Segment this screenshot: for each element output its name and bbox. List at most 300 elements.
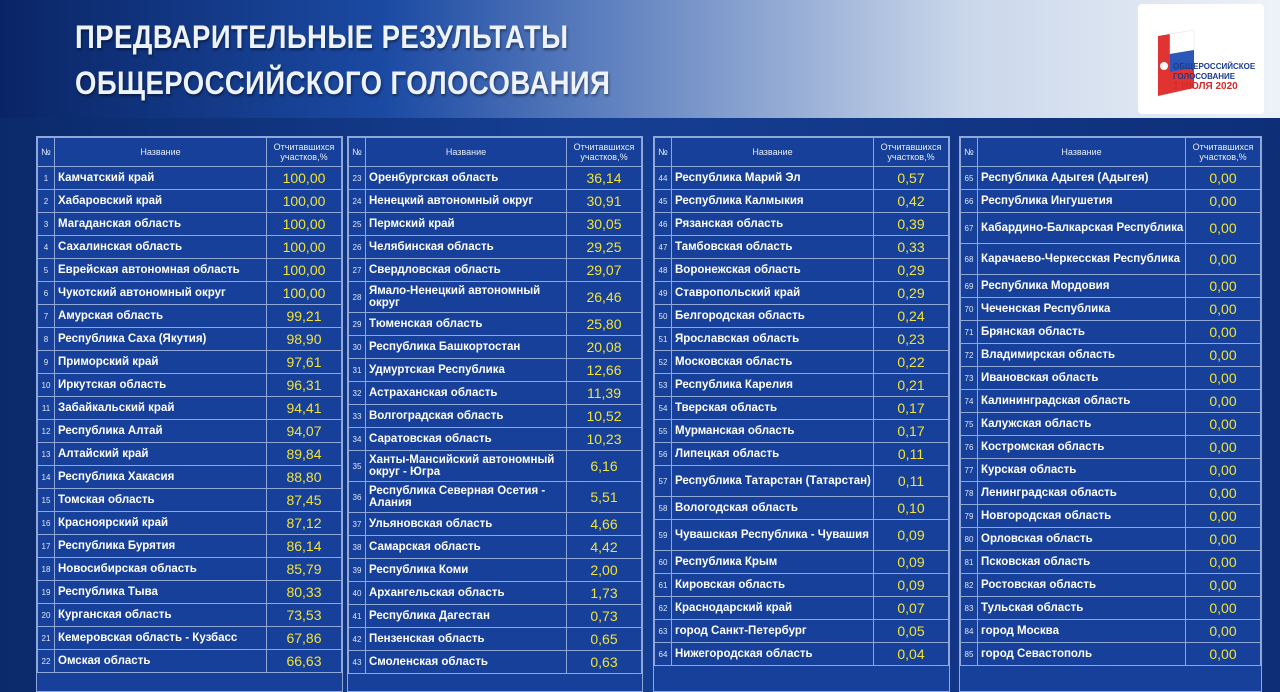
region-name: Республика Дагестан (366, 605, 567, 628)
region-name: Карачаево-Черкесская Республика (978, 244, 1186, 275)
row-number: 9 (38, 351, 55, 374)
reporting-percent: 0,24 (874, 305, 949, 328)
logo-text (1173, 62, 1263, 92)
row-number: 19 (38, 581, 55, 604)
row-number: 67 (961, 213, 978, 244)
header-num: № (655, 138, 672, 167)
reporting-percent: 0,23 (874, 328, 949, 351)
header-value: Отчитавшихся участков,% (874, 138, 949, 167)
region-name: Иркутская область (55, 374, 267, 397)
region-name: Республика Бурятия (55, 535, 267, 558)
table-row (349, 628, 642, 651)
row-number: 17 (38, 535, 55, 558)
reporting-percent: 0,22 (874, 351, 949, 374)
reporting-percent: 30,91 (567, 190, 642, 213)
region-name: Кабардино-Балкарская Республика (978, 213, 1186, 244)
reporting-percent: 0,00 (1186, 574, 1261, 597)
region-name: Воронежская область (672, 259, 874, 282)
reporting-percent: 4,42 (567, 536, 642, 559)
reporting-percent: 36,14 (567, 167, 642, 190)
reporting-percent: 98,90 (267, 328, 342, 351)
reporting-percent: 0,00 (1186, 643, 1261, 666)
region-name: Республика Ингушетия (978, 190, 1186, 213)
row-number: 15 (38, 489, 55, 512)
row-number: 49 (655, 282, 672, 305)
results-column-2 (347, 136, 643, 692)
logo-date: 1 ИЮЛЯ 2020 (1173, 81, 1238, 92)
row-number: 78 (961, 482, 978, 505)
row-number: 44 (655, 167, 672, 190)
reporting-percent: 94,41 (267, 397, 342, 420)
row-number: 34 (349, 428, 366, 451)
table-row (961, 551, 1261, 574)
table-row (38, 558, 342, 581)
table-row (349, 382, 642, 405)
reporting-percent: 0,00 (1186, 413, 1261, 436)
region-name: Томская область (55, 489, 267, 512)
table-row (349, 428, 642, 451)
reporting-percent: 0,63 (567, 651, 642, 674)
results-column-1 (36, 136, 343, 692)
row-number: 63 (655, 620, 672, 643)
table-row (655, 620, 949, 643)
table-row (38, 397, 342, 420)
logo-line-2: ГОЛОСОВАНИЕ (1173, 72, 1236, 81)
row-number: 74 (961, 390, 978, 413)
row-number: 65 (961, 167, 978, 190)
region-name: Республика Карелия (672, 374, 874, 397)
table-row (38, 489, 342, 512)
row-number: 68 (961, 244, 978, 275)
reporting-percent: 0,33 (874, 236, 949, 259)
reporting-percent: 0,00 (1186, 213, 1261, 244)
row-number: 85 (961, 643, 978, 666)
region-name: Амурская область (55, 305, 267, 328)
header-num: № (349, 138, 366, 167)
header-value: Отчитавшихся участков,% (567, 138, 642, 167)
reporting-percent: 0,00 (1186, 505, 1261, 528)
table-row (961, 321, 1261, 344)
reporting-percent: 100,00 (267, 259, 342, 282)
region-name: Смоленская область (366, 651, 567, 674)
table-row (961, 574, 1261, 597)
reporting-percent: 0,00 (1186, 244, 1261, 275)
region-name: Тюменская область (366, 313, 567, 336)
table-row (349, 190, 642, 213)
reporting-percent: 0,65 (567, 628, 642, 651)
row-number: 8 (38, 328, 55, 351)
row-number: 25 (349, 213, 366, 236)
region-name: Владимирская область (978, 344, 1186, 367)
row-number: 60 (655, 551, 672, 574)
reporting-percent: 5,51 (567, 482, 642, 513)
reporting-percent: 0,00 (1186, 482, 1261, 505)
table-row (961, 620, 1261, 643)
reporting-percent: 0,00 (1186, 298, 1261, 321)
table-row (961, 459, 1261, 482)
row-number: 80 (961, 528, 978, 551)
region-name: Республика Адыгея (Адыгея) (978, 167, 1186, 190)
table-row (349, 259, 642, 282)
row-number: 64 (655, 643, 672, 666)
reporting-percent: 1,73 (567, 582, 642, 605)
table-row (655, 643, 949, 666)
reporting-percent: 11,39 (567, 382, 642, 405)
reporting-percent: 12,66 (567, 359, 642, 382)
table-row (38, 466, 342, 489)
row-number: 56 (655, 443, 672, 466)
reporting-percent: 0,29 (874, 259, 949, 282)
row-number: 20 (38, 604, 55, 627)
table-row (655, 497, 949, 520)
region-name: Ненецкий автономный округ (366, 190, 567, 213)
row-number: 2 (38, 190, 55, 213)
row-number: 71 (961, 321, 978, 344)
row-number: 43 (349, 651, 366, 674)
table-row (38, 236, 342, 259)
table-row (349, 336, 642, 359)
table-row (349, 651, 642, 674)
row-number: 84 (961, 620, 978, 643)
region-name: Архангельская область (366, 582, 567, 605)
row-number: 75 (961, 413, 978, 436)
row-number: 58 (655, 497, 672, 520)
row-number: 35 (349, 451, 366, 482)
region-name: Чувашская Республика - Чувашия (672, 520, 874, 551)
results-table (654, 137, 949, 666)
table-row (38, 305, 342, 328)
table-header-row (349, 138, 642, 167)
region-name: Оренбургская область (366, 167, 567, 190)
region-name: Республика Коми (366, 559, 567, 582)
reporting-percent: 0,00 (1186, 390, 1261, 413)
region-name: Сахалинская область (55, 236, 267, 259)
region-name: Рязанская область (672, 213, 874, 236)
reporting-percent: 10,23 (567, 428, 642, 451)
reporting-percent: 100,00 (267, 236, 342, 259)
reporting-percent: 0,00 (1186, 367, 1261, 390)
region-name: Волгоградская область (366, 405, 567, 428)
row-number: 39 (349, 559, 366, 582)
table-header-row (961, 138, 1261, 167)
row-number: 40 (349, 582, 366, 605)
region-name: Курская область (978, 459, 1186, 482)
region-name: Брянская область (978, 321, 1186, 344)
row-number: 69 (961, 275, 978, 298)
row-number: 5 (38, 259, 55, 282)
region-name: Нижегородская область (672, 643, 874, 666)
region-name: Еврейская автономная область (55, 259, 267, 282)
table-row (655, 190, 949, 213)
table-row (961, 213, 1261, 244)
table-row (349, 482, 642, 513)
region-name: Удмуртская Республика (366, 359, 567, 382)
row-number: 38 (349, 536, 366, 559)
row-number: 36 (349, 482, 366, 513)
region-name: город Севастополь (978, 643, 1186, 666)
region-name: Астраханская область (366, 382, 567, 405)
table-row (655, 351, 949, 374)
region-name: Ленинградская область (978, 482, 1186, 505)
region-name: Республика Саха (Якутия) (55, 328, 267, 351)
reporting-percent: 0,09 (874, 520, 949, 551)
row-number: 82 (961, 574, 978, 597)
row-number: 52 (655, 351, 672, 374)
region-name: Челябинская область (366, 236, 567, 259)
region-name: Республика Крым (672, 551, 874, 574)
table-row (38, 328, 342, 351)
row-number: 59 (655, 520, 672, 551)
region-name: Пермский край (366, 213, 567, 236)
reporting-percent: 100,00 (267, 190, 342, 213)
table-row (38, 190, 342, 213)
row-number: 76 (961, 436, 978, 459)
reporting-percent: 96,31 (267, 374, 342, 397)
table-row (349, 213, 642, 236)
region-name: Республика Башкортостан (366, 336, 567, 359)
region-name: Мурманская область (672, 420, 874, 443)
table-row (349, 451, 642, 482)
logo-line-1: ОБЩЕРОССИЙСКОЕ (1173, 62, 1256, 71)
reporting-percent: 0,57 (874, 167, 949, 190)
page-title (75, 14, 610, 106)
row-number: 3 (38, 213, 55, 236)
row-number: 41 (349, 605, 366, 628)
row-number: 12 (38, 420, 55, 443)
row-number: 42 (349, 628, 366, 651)
row-number: 6 (38, 282, 55, 305)
region-name: Орловская область (978, 528, 1186, 551)
reporting-percent: 0,00 (1186, 275, 1261, 298)
header-name: Название (366, 138, 567, 167)
results-table (960, 137, 1261, 666)
table-row (961, 167, 1261, 190)
region-name: Костромская область (978, 436, 1186, 459)
table-row (38, 374, 342, 397)
table-row (349, 605, 642, 628)
row-number: 70 (961, 298, 978, 321)
table-row (38, 259, 342, 282)
region-name: Чеченская Республика (978, 298, 1186, 321)
table-row (655, 520, 949, 551)
region-name: Республика Марий Эл (672, 167, 874, 190)
reporting-percent: 29,07 (567, 259, 642, 282)
reporting-percent: 0,10 (874, 497, 949, 520)
header-value: Отчитавшихся участков,% (1186, 138, 1261, 167)
table-row (349, 313, 642, 336)
region-name: Чукотский автономный округ (55, 282, 267, 305)
table-row (349, 282, 642, 313)
row-number: 7 (38, 305, 55, 328)
table-header-row (655, 138, 949, 167)
row-number: 31 (349, 359, 366, 382)
title-line-1: ПРЕДВАРИТЕЛЬНЫЕ РЕЗУЛЬТАТЫ (75, 19, 569, 55)
table-row (655, 466, 949, 497)
region-name: Республика Калмыкия (672, 190, 874, 213)
region-name: Краснодарский край (672, 597, 874, 620)
results-table (348, 137, 642, 674)
row-number: 81 (961, 551, 978, 574)
reporting-percent: 0,42 (874, 190, 949, 213)
reporting-percent: 99,21 (267, 305, 342, 328)
row-number: 61 (655, 574, 672, 597)
table-row (349, 405, 642, 428)
row-number: 79 (961, 505, 978, 528)
reporting-percent: 0,00 (1186, 459, 1261, 482)
table-row (38, 167, 342, 190)
region-name: Ставропольский край (672, 282, 874, 305)
table-row (961, 344, 1261, 367)
reporting-percent: 0,29 (874, 282, 949, 305)
row-number: 54 (655, 397, 672, 420)
reporting-percent: 2,00 (567, 559, 642, 582)
row-number: 14 (38, 466, 55, 489)
table-row (961, 298, 1261, 321)
header-name: Название (55, 138, 267, 167)
reporting-percent: 100,00 (267, 282, 342, 305)
region-name: Магаданская область (55, 213, 267, 236)
table-header-row (38, 138, 342, 167)
reporting-percent: 89,84 (267, 443, 342, 466)
reporting-percent: 0,00 (1186, 190, 1261, 213)
table-row (655, 167, 949, 190)
row-number: 77 (961, 459, 978, 482)
region-name: Ямало-Ненецкий автономный округ (366, 282, 567, 313)
header-num: № (961, 138, 978, 167)
reporting-percent: 86,14 (267, 535, 342, 558)
row-number: 33 (349, 405, 366, 428)
row-number: 73 (961, 367, 978, 390)
row-number: 48 (655, 259, 672, 282)
row-number: 32 (349, 382, 366, 405)
reporting-percent: 30,05 (567, 213, 642, 236)
region-name: Новгородская область (978, 505, 1186, 528)
region-name: Камчатский край (55, 167, 267, 190)
reporting-percent: 94,07 (267, 420, 342, 443)
results-column-4 (959, 136, 1262, 692)
reporting-percent: 0,73 (567, 605, 642, 628)
region-name: Ханты-Мансийский автономный округ - Югра (366, 451, 567, 482)
region-name: Свердловская область (366, 259, 567, 282)
row-number: 66 (961, 190, 978, 213)
region-name: Саратовская область (366, 428, 567, 451)
region-name: Вологодская область (672, 497, 874, 520)
region-name: Алтайский край (55, 443, 267, 466)
table-row (961, 436, 1261, 459)
row-number: 72 (961, 344, 978, 367)
reporting-percent: 0,11 (874, 466, 949, 497)
reporting-percent: 20,08 (567, 336, 642, 359)
region-name: город Москва (978, 620, 1186, 643)
header-name: Название (672, 138, 874, 167)
region-name: Ярославская область (672, 328, 874, 351)
results-table-area (36, 136, 1276, 692)
row-number: 30 (349, 336, 366, 359)
row-number: 55 (655, 420, 672, 443)
table-row (655, 551, 949, 574)
row-number: 47 (655, 236, 672, 259)
table-row (655, 213, 949, 236)
row-number: 29 (349, 313, 366, 336)
region-name: Тамбовская область (672, 236, 874, 259)
header-name: Название (978, 138, 1186, 167)
table-row (961, 597, 1261, 620)
region-name: Приморский край (55, 351, 267, 374)
table-row (38, 650, 342, 673)
row-number: 53 (655, 374, 672, 397)
reporting-percent: 85,79 (267, 558, 342, 581)
region-name: Республика Хакасия (55, 466, 267, 489)
table-row (655, 374, 949, 397)
row-number: 37 (349, 513, 366, 536)
table-row (655, 282, 949, 305)
table-row (349, 582, 642, 605)
table-row (349, 359, 642, 382)
region-name: Кемеровская область - Кузбасс (55, 627, 267, 650)
table-row (961, 643, 1261, 666)
table-row (961, 390, 1261, 413)
reporting-percent: 26,46 (567, 282, 642, 313)
reporting-percent: 0,04 (874, 643, 949, 666)
row-number: 4 (38, 236, 55, 259)
table-row (349, 559, 642, 582)
region-name: Республика Мордовия (978, 275, 1186, 298)
table-row (961, 413, 1261, 436)
region-name: город Санкт-Петербург (672, 620, 874, 643)
region-name: Ивановская область (978, 367, 1186, 390)
row-number: 13 (38, 443, 55, 466)
region-name: Хабаровский край (55, 190, 267, 213)
region-name: Липецкая область (672, 443, 874, 466)
reporting-percent: 0,00 (1186, 528, 1261, 551)
region-name: Калининградская область (978, 390, 1186, 413)
reporting-percent: 100,00 (267, 167, 342, 190)
table-row (655, 420, 949, 443)
region-name: Тверская область (672, 397, 874, 420)
table-row (961, 482, 1261, 505)
row-number: 21 (38, 627, 55, 650)
reporting-percent: 0,00 (1186, 344, 1261, 367)
table-row (961, 367, 1261, 390)
reporting-percent: 87,45 (267, 489, 342, 512)
region-name: Забайкальский край (55, 397, 267, 420)
reporting-percent: 87,12 (267, 512, 342, 535)
reporting-percent: 0,09 (874, 551, 949, 574)
table-row (655, 397, 949, 420)
table-row (349, 513, 642, 536)
reporting-percent: 88,80 (267, 466, 342, 489)
table-row (38, 443, 342, 466)
table-row (38, 213, 342, 236)
reporting-percent: 0,00 (1186, 167, 1261, 190)
region-name: Омская область (55, 650, 267, 673)
row-number: 83 (961, 597, 978, 620)
title-line-2: ОБЩЕРОССИЙСКОГО ГОЛОСОВАНИЯ (75, 65, 611, 101)
region-name: Белгородская область (672, 305, 874, 328)
table-row (38, 282, 342, 305)
row-number: 24 (349, 190, 366, 213)
table-row (655, 236, 949, 259)
header-num: № (38, 138, 55, 167)
reporting-percent: 25,80 (567, 313, 642, 336)
region-name: Ульяновская область (366, 513, 567, 536)
reporting-percent: 66,63 (267, 650, 342, 673)
region-name: Самарская область (366, 536, 567, 559)
reporting-percent: 0,17 (874, 420, 949, 443)
table-row (961, 505, 1261, 528)
table-row (38, 604, 342, 627)
row-number: 51 (655, 328, 672, 351)
